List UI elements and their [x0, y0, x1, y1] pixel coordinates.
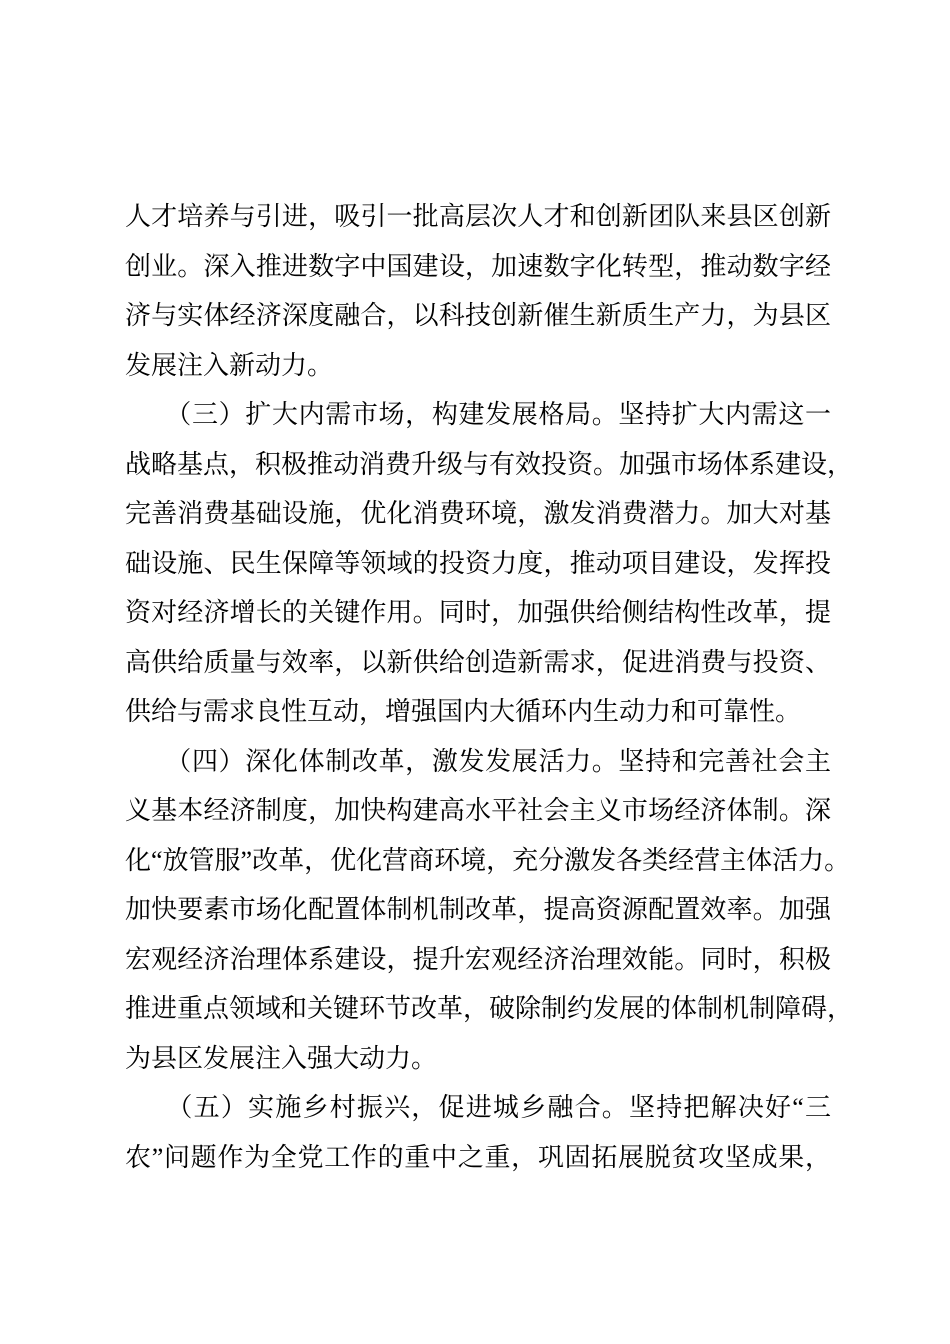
paragraph-section-3: [125, 390, 854, 737]
text-line: 战略基点，积极推动消费升级与有效投资。加强市场体系建设，: [125, 449, 854, 479]
text-line: 加快要素市场化配置体制机制改革，提高资源配置效率。加强: [125, 895, 831, 924]
text-line: 完善消费基础设施，优化消费环境，激发消费潜力。加大对基: [125, 499, 831, 528]
text-line: （五）实施乡村振兴，促进城乡融合。坚持把解决好“三: [125, 1093, 831, 1122]
paragraph-continuation: [125, 192, 831, 390]
text-line: 宏观经济治理体系建设，提升宏观经济治理效能。同时，积极: [125, 944, 831, 974]
text-line: 为县区发展注入强大动力。: [125, 1043, 438, 1073]
text-line: 创业。深入推进数字中国建设，加速数字化转型，推动数字经: [125, 251, 831, 281]
text-line: 济与实体经济深度融合，以科技创新催生新质生产力，为县区: [125, 301, 831, 330]
paragraph-section-5: [125, 1083, 831, 1182]
text-line: 础设施、民生保障等领域的投资力度，推动项目建设，发挥投: [125, 548, 831, 578]
text-line: 化“放管服”改革，优化营商环境，充分激发各类经营主体活力。: [125, 845, 851, 875]
text-line: 发展注入新动力。: [125, 350, 334, 380]
text-line: （三）扩大内需市场，构建发展格局。坚持扩大内需这一: [125, 400, 831, 429]
text-line: 供给与需求良性互动，增强国内大循环内生动力和可靠性。: [125, 697, 802, 726]
text-line: 资对经济增长的关键作用。同时，加强供给侧结构性改革，提: [125, 598, 831, 627]
text-line: 人才培养与引进，吸引一批高层次人才和创新团队来县区创新: [125, 202, 831, 231]
text-line: 推进重点领域和关键环节改革，破除制约发展的体制机制障碍，: [125, 994, 854, 1023]
document-body: [125, 192, 854, 1182]
text-line: 义基本经济制度，加快构建高水平社会主义市场经济体制。深: [125, 796, 831, 825]
text-line: 农”问题作为全党工作的重中之重，巩固拓展脱贫攻坚成果，: [125, 1142, 831, 1172]
paragraph-section-4: [125, 737, 854, 1084]
text-line: 高供给质量与效率，以新供给创造新需求，促进消费与投资、: [125, 647, 831, 677]
text-line: （四）深化体制改革，激发发展活力。坚持和完善社会主: [125, 746, 831, 776]
